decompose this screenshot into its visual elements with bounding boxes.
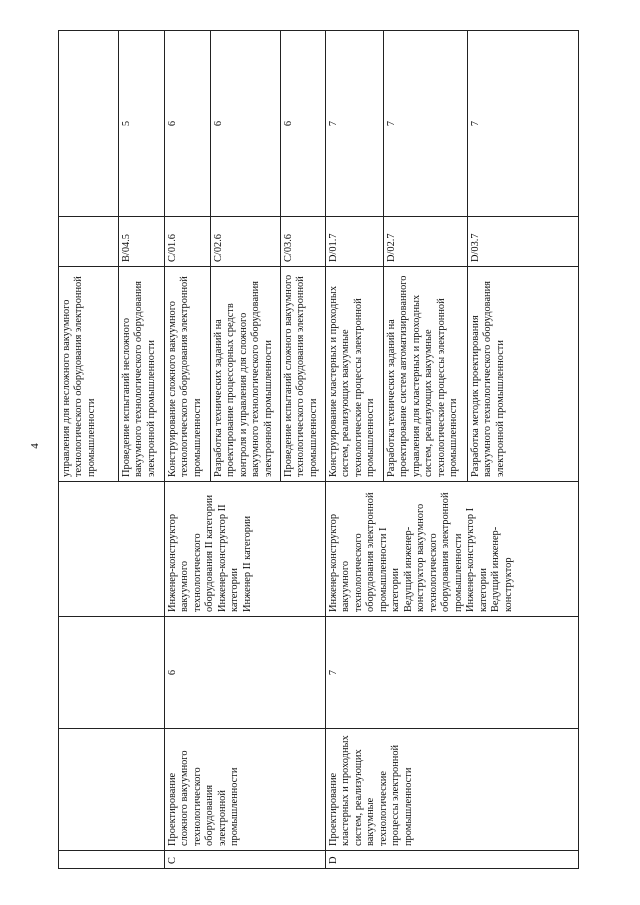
function-code-cell: C/03.6 [281,217,326,267]
table-row [59,31,119,869]
functions-table-rotated [58,31,578,869]
function-code-cell: C/02.6 [211,217,281,267]
function-code-cell: D/02.7 [384,217,468,267]
function-level-cell: 6 [211,31,281,217]
function-name-cell: Проведение испытаний сложного вакуумного технологического оборудования электронной промышленности [281,267,326,482]
function-code-cell [59,217,119,267]
table-row [326,31,384,869]
function-level-cell: 7 [468,31,579,217]
positions-cell: Инженер-конструктор вакуумного технологического оборудования II категории Инженер-конструктор II категории Инженер II категории [165,482,326,617]
function-code-cell: B/04.5 [119,217,165,267]
positions-cell-empty [59,482,165,617]
function-name-cell: управления для несложного вакуумного технологического оборудования электронной промышленности [59,267,119,482]
labor-functions-table [58,30,579,869]
qualification-level-cell: 7 [326,617,579,729]
function-name-cell: Проведение испытаний несложного вакуумного технологического оборудования электронной промышленности [119,267,165,482]
function-name-cell: Разработка технических заданий на проектирование процессорных средств контроля и управления для сложного вакуумного технологического оборудования электронной промышленности [211,267,281,482]
positions-cell: Инженер-конструктор вакуумного технологического оборудования электронной промышленности I категории Ведущий инженер-конструктор вакуумного технологического оборудования электронной промышленности Инженер-конструктор I категории Ведущий инженер-конструктор [326,482,579,617]
function-level-cell: 5 [119,31,165,217]
function-name-cell: Конструирование кластерных и проходных систем, реализующих вакуумные технологические процессы электронной промышленности [326,267,384,482]
group-letter-cell: C [165,851,326,869]
gen-name-cell-empty [59,729,165,851]
qualification-level-cell: 6 [165,617,326,729]
function-name-cell: Разработка методик проектирования вакуумного технологического оборудования электронной промышленности [468,267,579,482]
function-level-cell [59,31,119,217]
letter-cell-empty [59,851,165,869]
group-letter-cell: D [326,851,579,869]
function-code-cell: C/01.6 [165,217,211,267]
function-name-cell: Конструирование сложного вакуумного технологического оборудования электронной промышленности [165,267,211,482]
function-name-cell: Разработка технических заданий на проектирование систем автоматизированного управления для кластерных и проходных систем, реализующих вакуумные технологические процессы электронной промышленности [384,267,468,482]
qual-cell-empty [59,617,165,729]
gen-function-name-cell: Проектирование кластерных и проходных систем, реализующих вакуумные технологические процессы электронной промышленности [326,729,579,851]
function-level-cell: 6 [165,31,211,217]
function-level-cell: 7 [384,31,468,217]
function-level-cell: 6 [281,31,326,217]
function-code-cell: D/03.7 [468,217,579,267]
gen-function-name-cell: Проектирование сложного вакуумного технологического оборудования электронной промышленности [165,729,326,851]
function-code-cell: D/01.7 [326,217,384,267]
table-row [165,31,211,869]
page-number: 4 [28,443,41,449]
function-level-cell: 7 [326,31,384,217]
